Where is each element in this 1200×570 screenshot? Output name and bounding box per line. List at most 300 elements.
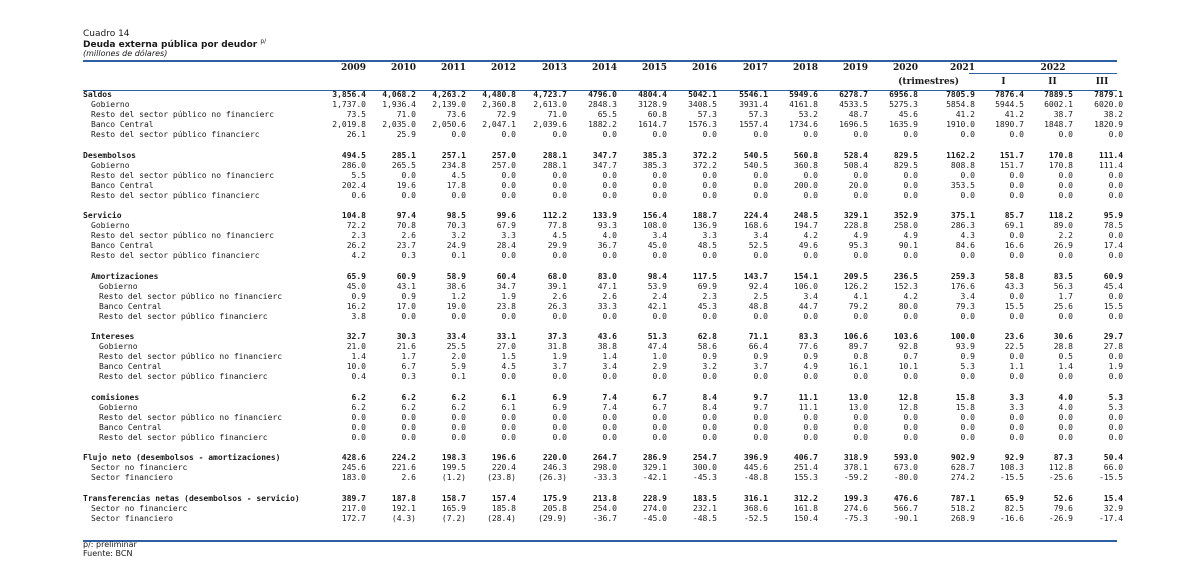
value-cell: 126.2 <box>843 281 868 291</box>
value-cell: 245.6 <box>341 463 366 472</box>
value-cell: 85.7 <box>1004 211 1024 220</box>
value-cell: 0.1 <box>451 372 466 381</box>
value-cell: 0.0 <box>960 251 975 260</box>
value-cell: 23.6 <box>1004 332 1024 341</box>
value-cell: 6.9 <box>552 402 567 412</box>
row-label: Gobierno <box>91 160 130 170</box>
value-cell: 161.8 <box>793 503 818 513</box>
value-cell: 0.0 <box>602 432 617 442</box>
value-cell: 53.2 <box>798 110 818 119</box>
value-cell: 540.5 <box>743 160 768 170</box>
spacer-cell <box>83 483 1127 494</box>
value-cell: 254.7 <box>692 453 717 462</box>
value-cell: 2.6 <box>401 473 416 482</box>
value-cell: 0.0 <box>803 311 818 321</box>
value-cell: 89.0 <box>1053 221 1073 230</box>
value-cell: 209.5 <box>843 271 868 281</box>
value-cell: 39.1 <box>547 281 567 291</box>
value-cell: 0.9 <box>960 352 975 361</box>
table-row <box>83 453 1127 463</box>
value-cell: 0.0 <box>1058 372 1073 381</box>
value-cell: 26.3 <box>547 301 567 311</box>
value-cell: 0.0 <box>702 180 717 190</box>
value-cell: 0.0 <box>1108 422 1124 432</box>
value-cell: 4161.8 <box>789 100 818 109</box>
value-cell: 83.3 <box>798 332 818 341</box>
value-cell: 0.0 <box>753 190 768 200</box>
value-cell: 224.2 <box>391 453 416 462</box>
value-cell: 0.0 <box>1058 412 1073 422</box>
value-cell: 0.0 <box>753 311 768 321</box>
value-cell: 0.0 <box>652 170 667 180</box>
value-cell: 445.6 <box>743 463 768 472</box>
table-row <box>83 413 1127 423</box>
row-label: Sector no financierc <box>91 463 188 472</box>
table-row <box>83 221 1127 231</box>
value-cell: 17.4 <box>1103 241 1124 250</box>
value-cell: 0.0 <box>401 432 416 442</box>
value-cell: 5.5 <box>351 170 366 180</box>
value-cell: 0.0 <box>853 190 868 200</box>
value-cell: 0.0 <box>1009 412 1024 422</box>
value-cell: -15.5 <box>999 473 1024 482</box>
value-cell: 228.8 <box>843 221 868 230</box>
table-body <box>83 90 1127 524</box>
value-cell: 0.0 <box>753 130 768 139</box>
value-cell: 0.0 <box>552 432 567 442</box>
row-label: Sector no financierc <box>91 503 188 513</box>
value-cell: 234.8 <box>441 160 466 170</box>
value-cell: 111.4 <box>1098 150 1124 160</box>
value-cell: 29.7 <box>1103 332 1124 341</box>
value-cell: 52.6 <box>1053 493 1073 503</box>
value-cell: 246.3 <box>542 463 567 472</box>
col-year: 2020 <box>892 63 918 73</box>
value-cell: 0.9 <box>351 291 366 301</box>
value-cell: 353.5 <box>950 180 975 190</box>
value-cell: 13.0 <box>848 392 868 402</box>
value-cell: 199.5 <box>441 463 466 472</box>
value-cell: 298.0 <box>592 463 617 472</box>
value-cell: 0.0 <box>652 251 667 260</box>
value-cell: 396.9 <box>743 453 768 462</box>
value-cell: 0.3 <box>401 251 416 260</box>
value-cell: 4.0 <box>1058 392 1073 402</box>
row-label: Sector financiero <box>91 513 173 523</box>
value-cell: 0.0 <box>1058 180 1073 190</box>
value-cell: 0.0 <box>903 190 918 200</box>
table-row <box>83 312 1127 322</box>
value-cell: 257.0 <box>491 150 516 160</box>
value-cell: 92.8 <box>898 342 918 351</box>
value-cell: 0.0 <box>1108 412 1124 422</box>
value-cell: 7879.1 <box>1094 90 1124 99</box>
table-row <box>83 251 1127 261</box>
row-label: Gobierno <box>99 402 138 412</box>
value-cell: 3,856.4 <box>332 90 366 99</box>
value-cell: 158.7 <box>441 493 466 503</box>
value-cell: 0.0 <box>853 412 868 422</box>
row-label: Resto del sector público no financierc <box>91 110 275 119</box>
value-cell: 7.4 <box>602 392 617 402</box>
value-cell: 1.9 <box>552 352 567 361</box>
table-row <box>83 514 1127 524</box>
value-cell: 57.3 <box>748 110 768 119</box>
value-cell: 0.0 <box>451 190 466 200</box>
value-cell: 66.4 <box>748 342 768 351</box>
value-cell: 185.8 <box>491 503 516 513</box>
value-cell: 7.4 <box>602 402 617 412</box>
row-label: Gobierno <box>99 281 138 291</box>
value-cell: 6.2 <box>451 402 466 412</box>
value-cell: 312.2 <box>793 493 818 503</box>
value-cell: -36.7 <box>592 513 617 523</box>
value-cell: 154.1 <box>793 271 818 281</box>
value-cell: 99.6 <box>496 211 516 220</box>
value-cell: 0.0 <box>702 311 717 321</box>
value-cell: 0.0 <box>652 190 667 200</box>
row-label: Resto del sector público financierc <box>91 190 260 200</box>
table-title-block <box>83 29 266 59</box>
row-label: Banco Central <box>91 241 154 250</box>
value-cell: 0.0 <box>753 432 768 442</box>
value-cell: 4,480.8 <box>482 90 516 99</box>
value-cell: 30.3 <box>396 332 416 341</box>
value-cell: 251.4 <box>793 463 818 472</box>
table-row <box>83 231 1127 241</box>
value-cell: 0.0 <box>1009 251 1024 260</box>
value-cell: 6.7 <box>401 362 416 371</box>
value-cell: 0.0 <box>552 422 567 432</box>
value-cell: 0.0 <box>960 130 975 139</box>
value-cell: 143.7 <box>743 271 768 281</box>
value-cell: 17.8 <box>446 180 466 190</box>
table-row <box>83 362 1127 372</box>
col-year-2022: 2022 <box>1040 63 1066 73</box>
value-cell: 56.3 <box>1053 281 1073 291</box>
value-cell: 0.0 <box>702 130 717 139</box>
value-cell: 0.3 <box>401 372 416 381</box>
quarter-header-row <box>83 75 1127 89</box>
value-cell: 0.0 <box>903 432 918 442</box>
col-year: 2010 <box>390 63 416 73</box>
value-cell: 0.0 <box>602 412 617 422</box>
table-row <box>83 272 1127 282</box>
value-cell: 228.9 <box>642 493 667 503</box>
value-cell: 0.0 <box>903 372 918 381</box>
value-cell: 286.9 <box>642 453 667 462</box>
value-cell: 265.5 <box>391 160 416 170</box>
value-cell: 0.0 <box>1009 311 1024 321</box>
value-cell: 6002.1 <box>1044 100 1073 109</box>
value-cell: 0.0 <box>903 311 918 321</box>
value-cell: 2,050.6 <box>432 120 466 129</box>
value-cell: -48.8 <box>743 473 768 482</box>
value-cell: 0.0 <box>803 372 818 381</box>
value-cell: 0.0 <box>652 432 667 442</box>
value-cell: 155.3 <box>793 473 818 482</box>
value-cell: 1.9 <box>501 291 516 301</box>
table-row <box>83 90 1127 100</box>
table-row <box>83 423 1127 433</box>
value-cell: 72.2 <box>346 221 366 230</box>
trimestres-label: (trimestres) <box>898 77 959 87</box>
value-cell: (23.8) <box>487 473 516 482</box>
value-cell: 152.3 <box>893 281 918 291</box>
value-cell: 288.1 <box>542 150 567 160</box>
footnote-preliminar: p/: preliminar <box>83 540 137 549</box>
value-cell: 0.0 <box>552 180 567 190</box>
spacer-cell <box>83 140 1127 151</box>
value-cell: 1.4 <box>351 352 366 361</box>
col-year: 2017 <box>742 63 768 73</box>
value-cell: 3.3 <box>702 231 717 240</box>
value-cell: 170.8 <box>1048 150 1073 160</box>
value-cell: 58.9 <box>446 271 466 281</box>
value-cell: 0.0 <box>351 432 366 442</box>
value-cell: 787.1 <box>950 493 975 503</box>
value-cell: 0.0 <box>853 130 868 139</box>
value-cell: 385.3 <box>642 160 667 170</box>
value-cell: 24.9 <box>446 241 466 250</box>
value-cell: 0.0 <box>853 372 868 381</box>
value-cell: 0.0 <box>960 412 975 422</box>
value-cell: 0.0 <box>702 412 717 422</box>
row-label: comisiones <box>91 392 140 402</box>
value-cell: 0.0 <box>501 170 516 180</box>
value-cell: 176.6 <box>950 281 975 291</box>
value-cell: 1,936.4 <box>382 100 416 109</box>
value-cell: -26.9 <box>1048 513 1073 523</box>
value-cell: 202.4 <box>341 180 366 190</box>
value-cell: 2.2 <box>1058 231 1073 240</box>
value-cell: 111.4 <box>1098 160 1124 170</box>
value-cell: 518.2 <box>950 503 975 513</box>
group-spacer <box>83 140 1127 151</box>
value-cell: 1.5 <box>501 352 516 361</box>
value-cell: 6020.0 <box>1094 100 1124 109</box>
value-cell: 89.7 <box>848 342 868 351</box>
value-cell: 6.7 <box>652 402 667 412</box>
col-year: 2018 <box>792 63 818 73</box>
value-cell: 69.9 <box>697 281 717 291</box>
value-cell: 5.3 <box>960 362 975 371</box>
value-cell: 2,139.0 <box>432 100 466 109</box>
value-cell: 329.1 <box>843 211 868 220</box>
value-cell: 0.0 <box>501 422 516 432</box>
value-cell: 0.9 <box>401 291 416 301</box>
value-cell: -33.3 <box>592 473 617 482</box>
value-cell: 1.4 <box>602 352 617 361</box>
table-row <box>83 292 1127 302</box>
value-cell: 248.5 <box>793 211 818 220</box>
value-cell: 360.8 <box>793 160 818 170</box>
value-cell: 0.7 <box>903 352 918 361</box>
value-cell: 5.3 <box>1108 392 1124 402</box>
value-cell: 156.4 <box>642 211 667 220</box>
value-cell: 628.7 <box>950 463 975 472</box>
value-cell: 60.4 <box>496 271 516 281</box>
value-cell: 0.0 <box>1009 432 1024 442</box>
value-cell: 108.3 <box>999 463 1024 472</box>
value-cell: 3.4 <box>753 231 768 240</box>
row-label: Gobierno <box>99 342 138 351</box>
value-cell: 27.8 <box>1103 342 1124 351</box>
value-cell: 36.7 <box>597 241 617 250</box>
value-cell: 3.8 <box>351 311 366 321</box>
footnotes <box>83 541 137 559</box>
value-cell: 4,068.2 <box>382 90 416 99</box>
value-cell: 79.2 <box>848 301 868 311</box>
value-cell: 34.7 <box>496 281 516 291</box>
value-cell: 71.1 <box>748 332 768 341</box>
value-cell: 1.4 <box>1058 362 1073 371</box>
value-cell: 6.1 <box>501 392 516 402</box>
table-row <box>83 494 1127 504</box>
value-cell: 217.0 <box>341 503 366 513</box>
value-cell: 71.0 <box>547 110 567 119</box>
value-cell: 0.0 <box>1058 311 1073 321</box>
value-cell: 0.4 <box>351 372 366 381</box>
value-cell: 0.0 <box>451 422 466 432</box>
value-cell: 673.0 <box>893 463 918 472</box>
value-cell: 0.0 <box>451 432 466 442</box>
value-cell: 258.0 <box>893 221 918 230</box>
table-row <box>83 211 1127 221</box>
spacer-cell <box>83 322 1127 333</box>
value-cell: 0.0 <box>803 130 818 139</box>
value-cell: 3128.9 <box>638 100 667 109</box>
value-cell: 65.5 <box>597 110 617 119</box>
value-cell: 0.0 <box>501 130 516 139</box>
value-cell: 200.0 <box>793 180 818 190</box>
value-cell: 2.6 <box>552 291 567 301</box>
value-cell: 150.4 <box>793 513 818 523</box>
spacer-cell <box>83 201 1127 212</box>
row-label: Banco Central <box>91 120 154 129</box>
value-cell: 78.5 <box>1103 221 1124 230</box>
value-cell: 28.8 <box>1053 342 1073 351</box>
value-cell: 494.5 <box>341 150 366 160</box>
value-cell: 372.2 <box>692 160 717 170</box>
value-cell: 0.0 <box>1058 130 1073 139</box>
row-label: Intereses <box>91 332 135 341</box>
value-cell: 0.0 <box>702 251 717 260</box>
value-cell: 45.4 <box>1103 281 1124 291</box>
value-cell: 1.9 <box>1108 362 1124 371</box>
table-row <box>83 332 1127 342</box>
value-cell: 33.1 <box>496 332 516 341</box>
value-cell: 84.6 <box>955 241 975 250</box>
value-cell: 5546.1 <box>739 90 768 99</box>
value-cell: 23.7 <box>396 241 416 250</box>
value-cell: 33.3 <box>597 301 617 311</box>
group-spacer <box>83 483 1127 494</box>
value-cell: 221.6 <box>391 463 416 472</box>
value-cell: 0.8 <box>853 352 868 361</box>
value-cell: 38.8 <box>597 342 617 351</box>
value-cell: 93.3 <box>597 221 617 230</box>
value-cell: 38.7 <box>1053 110 1073 119</box>
value-cell: 95.9 <box>1103 211 1124 220</box>
value-cell: 9.7 <box>753 392 768 402</box>
value-cell: 82.5 <box>1004 503 1024 513</box>
value-cell: 70.8 <box>396 221 416 230</box>
value-cell: 220.4 <box>491 463 516 472</box>
value-cell: 1.0 <box>652 352 667 361</box>
value-cell: 0.0 <box>702 170 717 180</box>
value-cell: 2.6 <box>401 231 416 240</box>
value-cell: 300.0 <box>692 463 717 472</box>
value-cell: 0.0 <box>1058 170 1073 180</box>
value-cell: 0.0 <box>602 422 617 432</box>
group-spacer <box>83 261 1127 272</box>
value-cell: 0.9 <box>753 352 768 361</box>
value-cell: 593.0 <box>893 453 918 462</box>
value-cell: 187.8 <box>391 493 416 503</box>
value-cell: 69.1 <box>1004 221 1024 230</box>
value-cell: 0.0 <box>1108 190 1124 200</box>
value-cell: (26.3) <box>538 473 567 482</box>
value-cell: 0.0 <box>1009 231 1024 240</box>
value-cell: 6278.7 <box>839 90 868 99</box>
value-cell: 0.0 <box>903 180 918 190</box>
value-cell: 232.1 <box>692 503 717 513</box>
header-blank <box>83 62 319 75</box>
value-cell: 2.5 <box>753 291 768 301</box>
value-cell: 7876.4 <box>995 90 1024 99</box>
table-title-text: Deuda externa pública por deudor <box>83 40 258 51</box>
value-cell: (7.2) <box>441 513 466 523</box>
value-cell: 0.0 <box>1108 130 1124 139</box>
value-cell: 0.0 <box>652 180 667 190</box>
value-cell: 236.5 <box>893 271 918 281</box>
value-cell: 286.3 <box>950 221 975 230</box>
title-note-mark: p/ <box>260 38 267 46</box>
col-year: 2019 <box>842 63 868 73</box>
value-cell: 4.2 <box>803 231 818 240</box>
value-cell: 73.5 <box>346 110 366 119</box>
value-cell: -90.1 <box>893 513 918 523</box>
value-cell: 0.0 <box>602 180 617 190</box>
value-cell: 15.5 <box>1004 301 1024 311</box>
value-cell: 16.2 <box>346 301 366 311</box>
value-cell: 1.7 <box>1058 291 1073 301</box>
value-cell: 151.7 <box>999 150 1024 160</box>
value-cell: 83.0 <box>597 271 617 281</box>
value-cell: 0.0 <box>552 190 567 200</box>
value-cell: 0.9 <box>803 352 818 361</box>
value-cell: 0.0 <box>853 170 868 180</box>
value-cell: 5.3 <box>1108 402 1124 412</box>
value-cell: 60.8 <box>647 110 667 119</box>
value-cell: 0.0 <box>1108 231 1124 240</box>
value-cell: 4.0 <box>602 231 617 240</box>
value-cell: 0.0 <box>652 311 667 321</box>
value-cell: 3.7 <box>753 362 768 371</box>
value-cell: 151.7 <box>999 160 1024 170</box>
value-cell: 43.1 <box>396 281 416 291</box>
value-cell: 0.0 <box>401 170 416 180</box>
spacer-cell <box>83 261 1127 272</box>
value-cell: 0.0 <box>552 251 567 260</box>
col-quarter: II <box>1048 77 1057 87</box>
value-cell: 4804.4 <box>638 90 667 99</box>
value-cell: 77.6 <box>798 342 818 351</box>
value-cell: 0.0 <box>1009 170 1024 180</box>
value-cell: 45.6 <box>898 110 918 119</box>
value-cell: 2848.3 <box>588 100 617 109</box>
